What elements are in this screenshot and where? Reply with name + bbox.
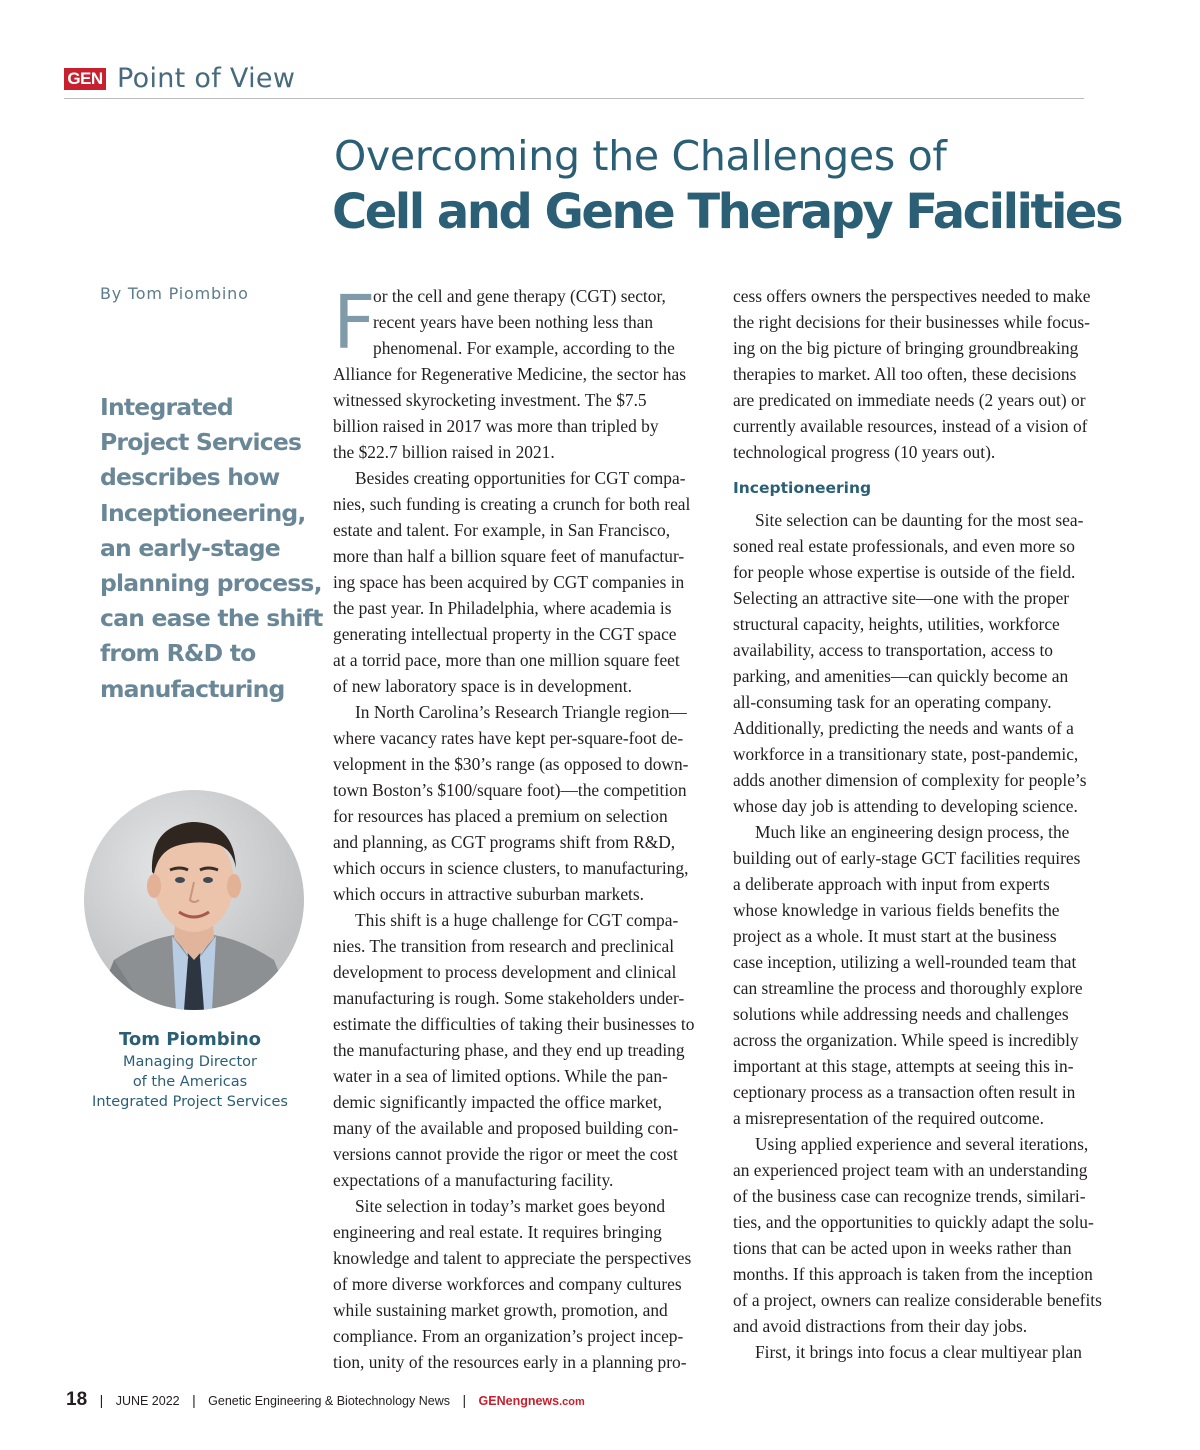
body-text-line: of the business case can recognize trends, similari- <box>733 1186 1086 1206</box>
author-caption <box>70 1028 310 1112</box>
author-company: Integrated Project Services <box>92 1094 288 1110</box>
body-text-line: therapies to market. All too often, these decisions <box>733 364 1077 384</box>
body-column-1 <box>333 280 705 1375</box>
body-text-line: all-consuming task for an operating company. <box>733 692 1052 712</box>
body-text-line: generating intellectual property in the CGT space <box>333 624 677 644</box>
body-text-line: or the cell and gene therapy (CGT) sector, <box>373 286 666 306</box>
body-text-line: town Boston’s $100/square foot)—the competition <box>333 780 687 800</box>
footer-url-tld: .com <box>559 1396 585 1408</box>
body-text-line: and avoid distractions from their day jobs. <box>733 1316 1028 1336</box>
body-text-line: witnessed skyrocketing investment. The $7.5 <box>333 390 647 410</box>
body-text-line: Much like an engineering design process, the <box>755 822 1070 842</box>
body-text-line: an experienced project team with an understanding <box>733 1160 1088 1180</box>
body-text-line: important at this stage, attempts at seeing this in- <box>733 1056 1074 1076</box>
body-text-line: In North Carolina’s Research Triangle region— <box>355 702 687 722</box>
body-text-line: structural capacity, heights, utilities, workforce <box>733 614 1060 634</box>
body-text-line: phenomenal. For example, according to the <box>373 338 675 358</box>
body-text-line: development to process development and clinical <box>333 962 677 982</box>
body-text-line: velopment in the $30’s range (as opposed to down- <box>333 754 689 774</box>
body-text-line: months. If this approach is taken from the inception <box>733 1264 1093 1284</box>
pull-quote-line: planning process, <box>100 569 322 598</box>
body-text-line: Selecting an attractive site—one with the proper <box>733 588 1070 608</box>
body-text-line: ing space has been acquired by CGT companies in <box>333 572 685 592</box>
author-portrait-image <box>84 790 304 1010</box>
body-text-line: Using applied experience and several iterations, <box>755 1134 1089 1154</box>
pull-quote-line: describes how <box>100 463 280 492</box>
author-name: Tom Piombino <box>119 1029 261 1050</box>
body-column-2-section <box>733 507 1105 1365</box>
body-text-line: project as a whole. It must start at the business <box>733 926 1057 946</box>
body-text-line: Besides creating opportunities for CGT compa- <box>355 468 686 488</box>
body-text-line: ing on the big picture of bringing groundbreaking <box>733 338 1079 358</box>
body-text-line: at a torrid pace, more than one million square feet <box>333 650 680 670</box>
body-text-line: parking, and amenities—can quickly become an <box>733 666 1069 686</box>
article-title-line2: Cell and Gene Therapy Facilities <box>332 184 1122 240</box>
footer-url[interactable] <box>479 1392 585 1409</box>
body-text-line: are predicated on immediate needs (2 years out) or <box>733 390 1086 410</box>
body-text-line: soned real estate professionals, and even more so <box>733 536 1075 556</box>
page-header <box>64 62 1084 99</box>
body-text-line: the past year. In Philadelphia, where academia is <box>333 598 672 618</box>
body-text-line: demic significantly impacted the office market, <box>333 1092 663 1112</box>
body-text-line: water in a sea of limited options. While the pan- <box>333 1066 668 1086</box>
body-text-line: Alliance for Regenerative Medicine, the sector has <box>333 364 686 384</box>
section-subhead: Inceptioneering <box>733 479 872 497</box>
body-text-line: Site selection in today’s market goes beyond <box>355 1196 666 1216</box>
body-text-line: Additionally, predicting the needs and wants of a <box>733 718 1074 738</box>
body-text-line: which occurs in attractive suburban markets. <box>333 884 644 904</box>
body-text-line: for resources has placed a premium on selection <box>333 806 668 826</box>
pull-quote-line: Project Services <box>100 428 302 457</box>
page-footer <box>66 1389 585 1413</box>
body-text-line: whose day job is attending to developing science. <box>733 796 1078 816</box>
footer-date: JUNE 2022 <box>115 1394 180 1408</box>
page-number: 18 <box>66 1389 88 1410</box>
article-title-line1: Overcoming the Challenges of <box>334 132 947 180</box>
author-portrait <box>84 790 304 1010</box>
body-text-line: many of the available and proposed building con- <box>333 1118 679 1138</box>
body-text-line: of a project, owners can realize considerable benefits <box>733 1290 1102 1310</box>
body-text-line: the right decisions for their businesses while focus- <box>733 312 1090 332</box>
body-text-line: technological progress (10 years out). <box>733 442 996 462</box>
body-text-line: more than half a billion square feet of manufactur- <box>333 546 685 566</box>
body-column-2 <box>733 283 1105 1365</box>
body-text-line: expectations of a manufacturing facility. <box>333 1170 614 1190</box>
body-text-line: This shift is a huge challenge for CGT compa- <box>355 910 679 930</box>
gen-logo: GEN <box>64 68 106 90</box>
body-text-line: knowledge and talent to appreciate the perspectives <box>333 1248 692 1268</box>
body-text-line: nies, such funding is creating a crunch for both real <box>333 494 691 514</box>
author-role: Managing Director <box>123 1054 257 1070</box>
body-text-line: workforce in a transitionary state, post-pandemic, <box>733 744 1079 764</box>
body-text-line: Site selection can be daunting for the most sea- <box>755 510 1084 530</box>
body-text-line: currently available resources, instead of a vision of <box>733 416 1088 436</box>
body-text-line: a misrepresentation of the required outcome. <box>733 1108 1044 1128</box>
body-text-line: ceptionary process as a transaction often result in <box>733 1082 1076 1102</box>
footer-separator: | <box>462 1392 467 1408</box>
body-text-line: while sustaining market growth, promotion, and <box>333 1300 668 1320</box>
body-column-2-intro <box>733 283 1105 465</box>
body-text-line: billion raised in 2017 was more than tripled by <box>333 416 659 436</box>
pull-quote <box>100 390 323 707</box>
body-text-line: cess offers owners the perspectives needed to make <box>733 286 1091 306</box>
body-text-line: the $22.7 billion raised in 2021. <box>333 442 555 462</box>
body-text-line: the manufacturing phase, and they end up treading <box>333 1040 685 1060</box>
body-text-line: can streamline the process and thoroughly explore <box>733 978 1083 998</box>
body-text-line: estimate the difficulties of taking their businesses to <box>333 1014 695 1034</box>
body-text-line: versions cannot provide the rigor or meet the cost <box>333 1144 678 1164</box>
body-text-line: and planning, as CGT programs shift from R&D, <box>333 832 676 852</box>
body-text-line: adds another dimension of complexity for people’s <box>733 770 1087 790</box>
drop-cap: F <box>333 280 376 366</box>
footer-publication: Genetic Engineering & Biotechnology News <box>208 1394 450 1408</box>
pull-quote-line: Inceptioneering, <box>100 498 306 527</box>
body-text-line: solutions while addressing needs and challenges <box>733 1004 1069 1024</box>
pull-quote-line: an early-stage <box>100 533 280 562</box>
footer-url-main: GENengnews <box>478 1394 560 1408</box>
body-text-line: ties, and the opportunities to quickly adapt the solu- <box>733 1212 1094 1232</box>
author-role: of the Americas <box>132 1074 248 1090</box>
body-text-line: tion, unity of the resources early in a planning pro- <box>333 1352 687 1372</box>
body-text-line: manufacturing is rough. Some stakeholders under- <box>333 988 685 1008</box>
body-text-line: compliance. From an organization’s project incep- <box>333 1326 684 1346</box>
pull-quote-line: from R&D to <box>100 639 256 668</box>
body-text-line: First, it brings into focus a clear multiyear plan <box>755 1342 1082 1362</box>
body-text-line: of new laboratory space is in development. <box>333 676 632 696</box>
body-text-line: nies. The transition from research and preclinical <box>333 936 675 956</box>
body-text-line: across the organization. While speed is incredibly <box>733 1030 1079 1050</box>
section-label: Point of View <box>117 63 296 94</box>
body-text-line: for people whose expertise is outside of the field. <box>733 562 1076 582</box>
pull-quote-line: manufacturing <box>100 674 285 703</box>
body-text-line: tions that can be acted upon in weeks rather than <box>733 1238 1072 1258</box>
body-text-line: a deliberate approach with input from experts <box>733 874 1050 894</box>
body-text-line: building out of early-stage GCT facilities requires <box>733 848 1081 868</box>
pull-quote-line: Integrated <box>100 393 233 421</box>
body-text-line: which occurs in science clusters, to manufacturing, <box>333 858 689 878</box>
body-text-line: recent years have been nothing less than <box>373 312 654 332</box>
footer-separator: | <box>192 1392 196 1408</box>
byline: By Tom Piombino <box>100 284 249 303</box>
body-text-line: whose knowledge in various fields benefits the <box>733 900 1060 920</box>
body-text-line: where vacancy rates have kept per-square-foot de- <box>333 728 684 748</box>
body-text-line: of more diverse workforces and company cultures <box>333 1274 682 1294</box>
body-text-line: case inception, utilizing a well-rounded team that <box>733 952 1077 972</box>
body-text-line: availability, access to transportation, access to <box>733 640 1054 660</box>
body-text-line: estate and talent. For example, in San Francisco, <box>333 520 671 540</box>
footer-separator: | <box>99 1392 104 1408</box>
pull-quote-line: can ease the shift <box>100 604 323 633</box>
body-text-line: engineering and real estate. It requires bringing <box>333 1222 662 1242</box>
